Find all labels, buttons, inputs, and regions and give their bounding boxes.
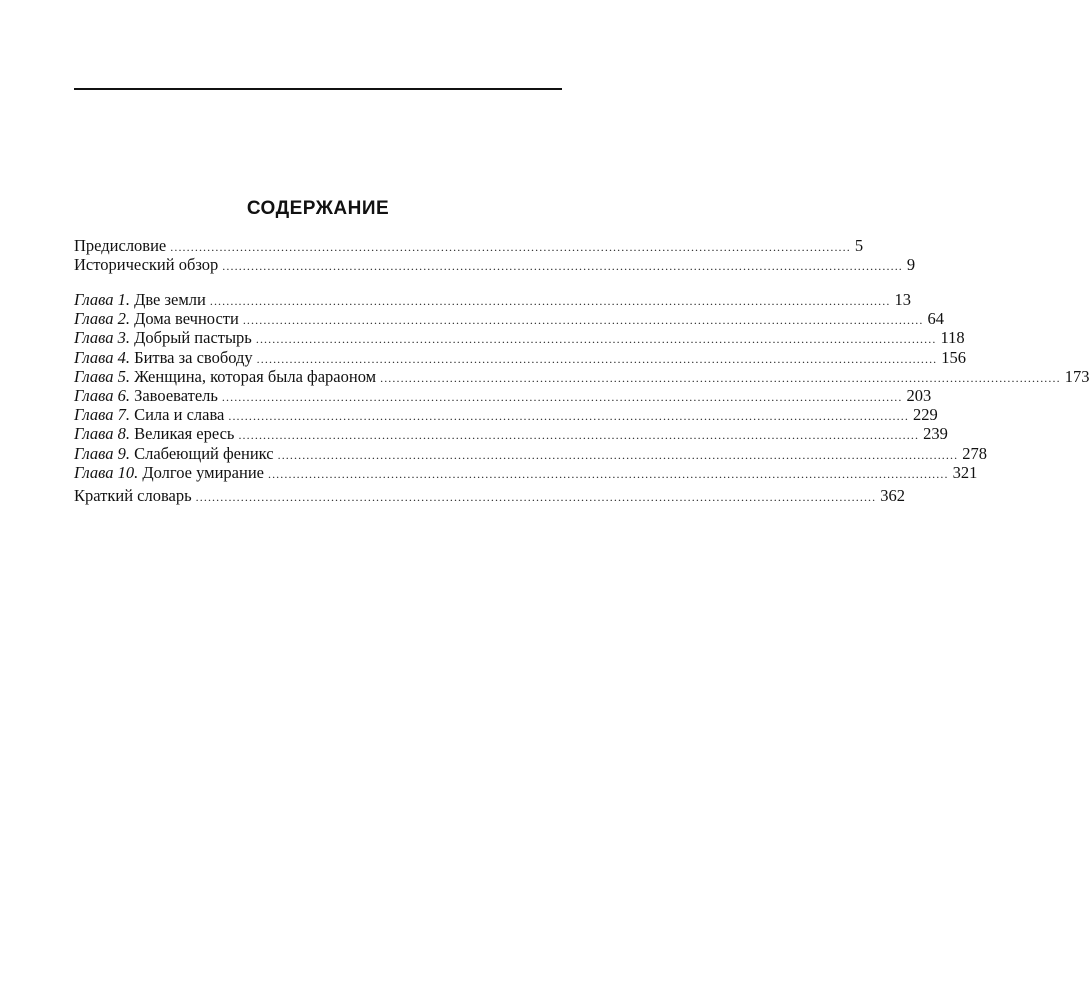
chapter-prefix: Глава 9. [74,443,130,463]
dot-leader: ...................................................................................................................................................................... [380,370,1061,385]
chapter-title: Две земли [134,290,206,309]
dot-leader: ...................................................................................................................................................................... [267,466,949,481]
toc-entry-chapter-1[interactable] [74,290,911,310]
chapter-title: Добрый пастырь [134,328,252,348]
toc-entry-label [74,310,239,328]
chapter-prefix: Глава 8. [74,424,130,444]
chapter-title: Завоеватель [134,386,218,406]
toc-entry-label [74,291,206,309]
toc-page-number: 239 [923,424,948,444]
toc-page-number: 173 [1064,366,1089,386]
page-title: СОДЕРЖАНИЕ [246,198,390,219]
toc-front-matter [74,236,916,275]
dot-leader: ...................................................................................................................................................................... [256,351,938,366]
toc-page-number: 64 [927,309,944,329]
chapter-prefix: Глава 10. [74,462,139,482]
toc-entry-label [74,445,274,463]
chapter-title: Битва за свободу [134,347,253,367]
toc-page-number: 362 [880,486,906,505]
toc-entry-label [74,329,252,347]
toc-page-number: 321 [952,462,978,482]
dot-leader: ...................................................................................................................................................................... [228,409,909,424]
chapter-title: Сила и слава [134,405,225,425]
toc-entry-label: Краткий словарь [74,486,192,505]
toc-entry-label [74,406,224,424]
toc-entry-label [74,368,376,386]
dot-leader: ...................................................................................................................................................................... [242,313,924,328]
toc-entry-label [74,425,234,443]
dot-leader: ...................................................................................................................................................................... [221,390,903,405]
chapter-prefix: Глава 3. [74,328,130,348]
dot-leader: ...................................................................................................................................................................... [209,294,891,308]
chapter-prefix: Глава 7. [74,405,130,425]
toc-page-number: 229 [912,405,938,425]
toc-entry-label [74,349,253,367]
chapter-title: Слабеющий феникс [134,443,274,463]
chapter-prefix: Глава 1. [74,290,130,309]
toc-entry-chapter-10[interactable] [74,462,978,483]
dot-leader: ...................................................................................................................................................................... [170,240,851,254]
toc-page-number: 278 [962,443,987,463]
chapter-title: Великая ересь [134,424,235,444]
chapter-title: Женщина, которая была фараоном [134,366,377,386]
toc-entry-chapter-7[interactable] [74,405,938,425]
toc-entry-label: Исторический обзор [74,255,219,275]
dot-leader: ...................................................................................................................................................................... [222,259,903,274]
chapter-title: Дома вечности [134,309,239,329]
toc-page-number: 13 [894,290,911,309]
chapter-prefix: Глава 6. [74,386,130,406]
toc-entry-glossary[interactable] [74,486,906,506]
toc-entry-historical-overview[interactable] [74,255,916,275]
toc-entry-chapter-4[interactable] [74,347,967,368]
dot-leader: ...................................................................................................................................................................... [255,332,937,347]
dot-leader: ...................................................................................................................................................................... [195,490,877,504]
toc-chapters [74,290,1089,483]
header-rule [74,88,562,90]
toc-entry-label [74,464,264,482]
toc-entry-chapter-8[interactable] [74,424,948,444]
dot-leader: ...................................................................................................................................................................... [277,447,959,462]
dot-leader: ...................................................................................................................................................................... [238,428,920,443]
toc-back-matter [74,486,906,506]
toc-entry-chapter-2[interactable] [74,309,944,329]
toc-entry-label: Предисловие [74,236,167,255]
toc-entry-chapter-5[interactable] [74,366,1089,387]
toc-entry-label [74,387,218,405]
toc-entry-preface[interactable] [74,236,864,256]
toc-entry-chapter-6[interactable] [74,386,932,406]
chapter-prefix: Глава 2. [74,309,130,329]
chapter-prefix: Глава 5. [74,366,130,386]
chapter-prefix: Глава 4. [74,347,130,367]
toc-page-number: 9 [906,255,916,275]
toc-page-number: 118 [940,328,965,348]
chapter-title: Долгое умирание [142,462,264,482]
toc-entry-chapter-3[interactable] [74,328,965,348]
toc-page-number: 203 [906,386,932,406]
toc-page-number: 5 [854,236,864,255]
toc-page-number: 156 [941,347,967,367]
toc-entry-chapter-9[interactable] [74,443,987,464]
